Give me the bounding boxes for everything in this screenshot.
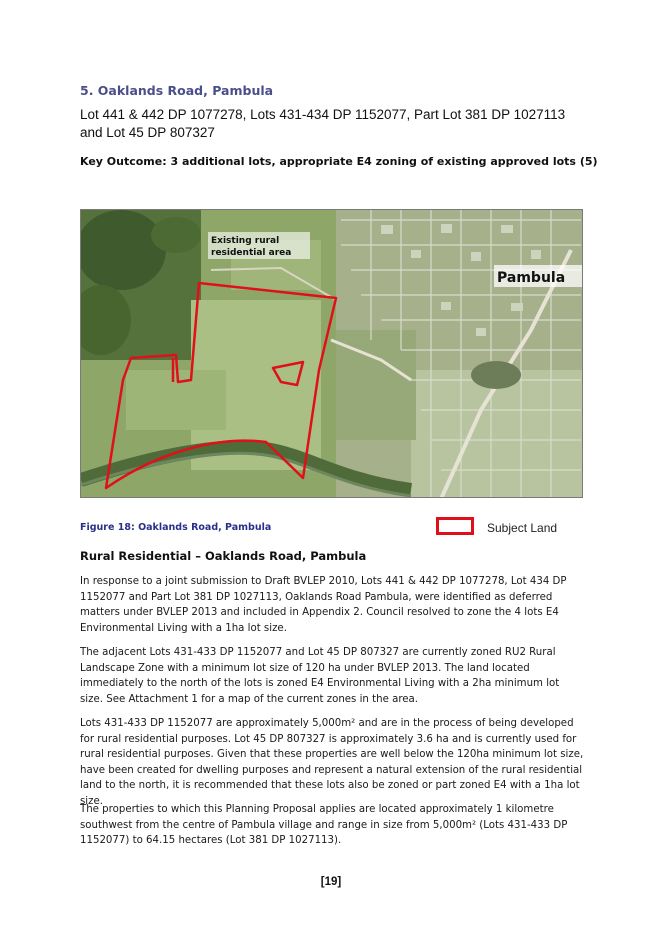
legend-subject-land-swatch [436,517,474,535]
lot-description: Lot 441 & 442 DP 1077278, Lots 431-434 DP 1152077, Part Lot 381 DP 1027113 and Lot 45 DP 807327 [80,107,566,140]
paragraph: In response to a joint submission to Draft BVLEP 2010, Lots 441 & 442 DP 1077278, Lot 434 DP 1152077 and Part Lot 381 DP 1027113, Oaklands Road Pambula, were identified as deferred matters under BVLEP 2013 and included in Appendix 2. Council resolved to zone the 4 lots E4 Environmental Living with a 1ha lot size. [80,576,567,634]
section-heading: 5. Oaklands Road, Pambula [80,83,274,98]
key-outcome: Key Outcome: 3 additional lots, appropriate E4 zoning of existing approved lots (5) [80,155,598,168]
figure-caption: Figure 18: Oaklands Road, Pambula [80,522,272,533]
map-label-town: Pambula [497,270,566,286]
paragraph: The adjacent Lots 431-433 DP 1152077 and Lot 45 DP 807327 are currently zoned RU2 Rural Landscape Zone with a minimum lot size of 120 ha under BVLEP 2013. The land located immediately to the north of the lots is zoned E4 Environmental Living with a 2ha minimum lot size. See Attachment 1 for a map of the current zones in the area. [80,647,560,705]
map-label-existing-line1: Existing rural [211,236,280,246]
page-number: [19] [320,876,342,888]
aerial-map [80,209,583,498]
legend-label: Subject Land [487,521,558,535]
paragraph: The properties to which this Planning Proposal applies are located approximately 1 kilometre southwest from the centre of Pambula village and range in size from 5,000m² (Lots 431-433 DP 1152077) to 64.15 hectares (Lot 381 DP 1027113). [80,804,568,846]
map-label-existing-line2: residential area [211,248,292,258]
paragraph: Lots 431-433 DP 1152077 are approximately 5,000m² and are in the process of being developed for rural residential purposes. Lot 45 DP 807327 is approximately 3.6 ha and is currently used for rural residential purposes. Given that these properties are well below the 120ha minimum lot size, have been created for dwelling purposes and represent a natural extension of the rural residential land to the north, it is recommended that these lots also be zoned or part zoned E4 with a 1ha lot size. [80,718,584,807]
subheading: Rural Residential – Oaklands Road, Pambula [80,549,367,563]
